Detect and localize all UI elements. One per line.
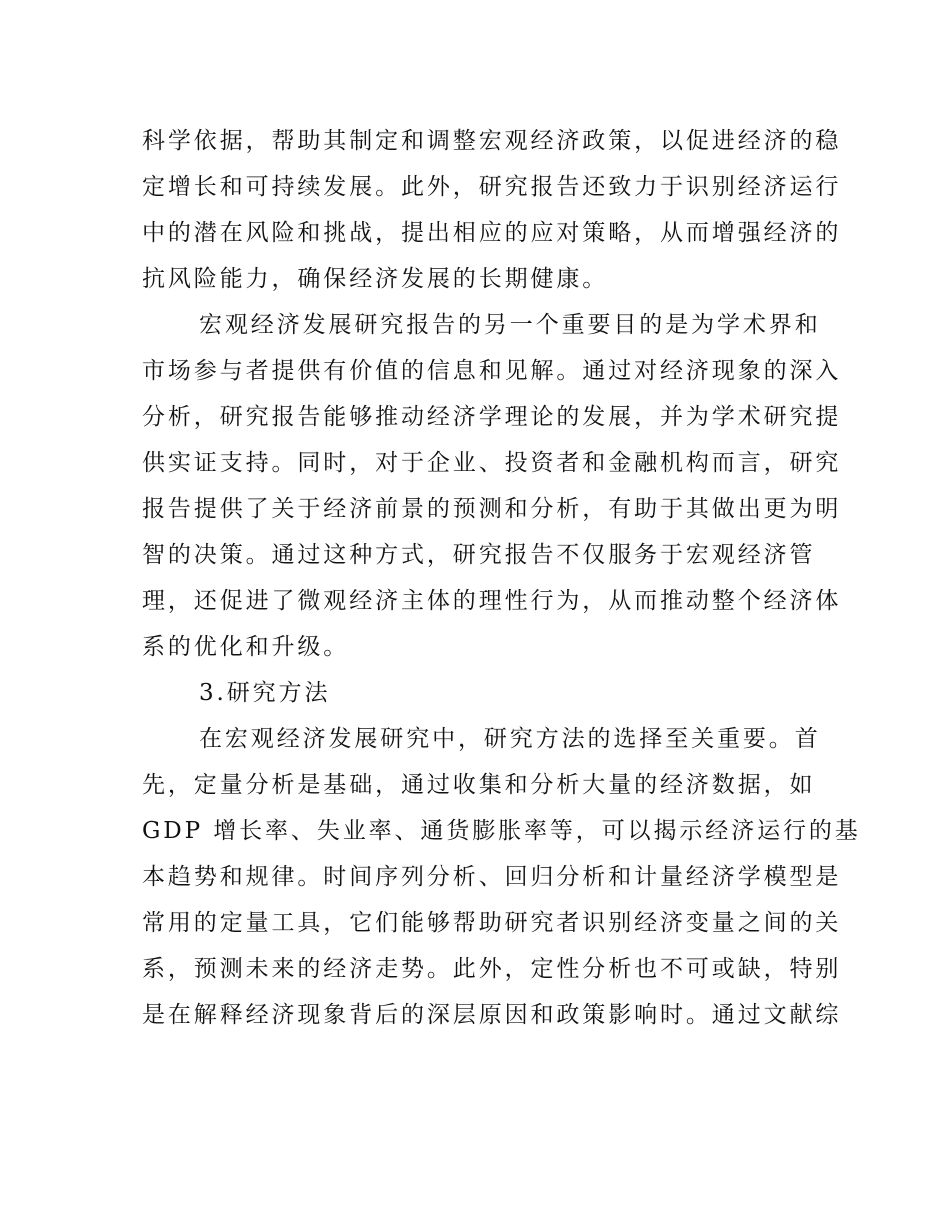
- paragraph-2-line-1: 宏观经济发展研究报告的另一个重要目的是为学术界和: [199, 312, 821, 338]
- paragraph-3-line-4: 本趋势和规律。时间序列分析、回归分析和计量经济学模型是: [142, 864, 842, 890]
- paragraph-3-line-3: GDP 增长率、失业率、通货膨胀率等，可以揭示经济运行的基: [142, 818, 861, 844]
- paragraph-2-line-6: 智的决策。通过这种方式，研究报告不仅服务于宏观经济管: [142, 542, 816, 568]
- paragraph-1-line-1: 科学依据，帮助其制定和调整宏观经济政策，以促进经济的稳: [142, 128, 842, 154]
- paragraph-2-line-3: 分析，研究报告能够推动经济学理论的发展，并为学术研究提: [142, 404, 842, 430]
- paragraph-2-line-4: 供实证支持。同时，对于企业、投资者和金融机构而言，研究: [142, 450, 842, 476]
- paragraph-3-line-6: 系，预测未来的经济走势。此外，定性分析也不可或缺，特别: [142, 956, 842, 982]
- paragraph-2-line-2: 市场参与者提供有价值的信息和见解。通过对经济现象的深入: [142, 358, 842, 384]
- paragraph-2-line-7: 理，还促进了微观经济主体的理性行为，从而推动整个经济体: [142, 588, 842, 614]
- paragraph-3-line-1: 在宏观经济发展研究中，研究方法的选择至关重要。首: [199, 726, 821, 752]
- paragraph-1-line-3: 中的潜在风险和挑战，提出相应的应对策略，从而增强经济的: [142, 220, 842, 246]
- paragraph-1-line-2: 定增长和可持续发展。此外，研究报告还致力于识别经济运行: [142, 174, 842, 200]
- paragraph-2-line-5: 报告提供了关于经济前景的预测和分析，有助于其做出更为明: [142, 496, 842, 522]
- section-heading: 3.研究方法: [199, 680, 331, 706]
- paragraph-3-line-2: 先，定量分析是基础，通过收集和分析大量的经济数据，如: [142, 772, 816, 798]
- paragraph-3-line-5: 常用的定量工具，它们能够帮助研究者识别经济变量之间的关: [142, 910, 842, 936]
- paragraph-1-line-4: 抗风险能力，确保经济发展的长期健康。: [142, 266, 609, 292]
- paragraph-3-line-7: 是在解释经济现象背后的深层原因和政策影响时。通过文献综: [142, 1002, 842, 1028]
- document-body: [142, 118, 861, 1038]
- paragraph-2-line-8: 系的优化和升级。: [142, 634, 350, 660]
